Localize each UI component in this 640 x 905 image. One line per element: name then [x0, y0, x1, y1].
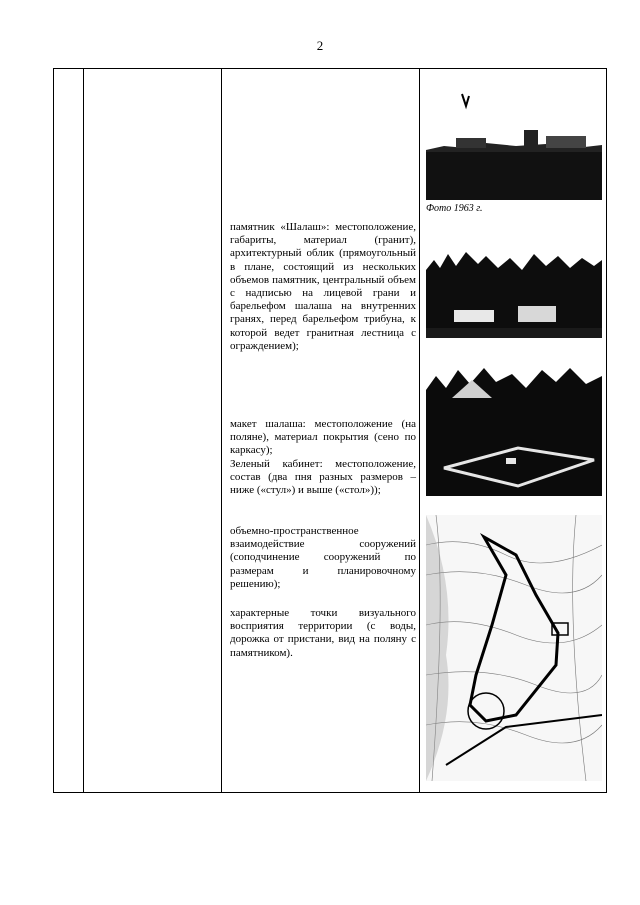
text-viewpoints — [230, 607, 416, 660]
paragraph-monument: памятник «Шалаш»: местоположение, габариты, материал (гранит), архитектурный облик (прямоугольный в плане, состоящий из нескольких объемов памятник, центральный объем с надписью на лицевой грани и барельефом шалаша на внутренних гранях, перед барельефом трибуна, к которой ведет гранитная лестница с ограждением); — [230, 221, 416, 352]
page-number: 2 — [316, 38, 324, 53]
column-divider — [419, 69, 420, 792]
text-interaction — [230, 525, 416, 591]
text-monument — [230, 221, 416, 353]
column-divider — [83, 69, 84, 792]
photo-monument-forest — [426, 248, 602, 338]
photo-1963 — [426, 88, 602, 200]
paragraph-viewpoints: характерные точки визуального восприятия территории (с воды, дорожка от пристани, вид на поляну с памятником). — [230, 607, 416, 659]
paragraph-hut-model: макет шалаша: местоположение (на поляне), материал покрытия (сено по каркасу); — [230, 418, 416, 457]
paragraph-green-cabinet: Зеленый кабинет: местоположение, состав (два пня разных размеров – ниже («стул») и выше («стол»)); — [230, 457, 416, 497]
text-hut-model — [230, 418, 416, 497]
paragraph-interaction: объемно-пространственное взаимодействие сооружений (соподчинение сооружений по размерам и планировочному решению); — [230, 525, 416, 590]
photo-hut-model — [426, 362, 602, 496]
photo-caption: Фото 1963 г. — [426, 203, 483, 214]
site-plan-map — [426, 515, 602, 781]
column-divider — [221, 69, 222, 792]
